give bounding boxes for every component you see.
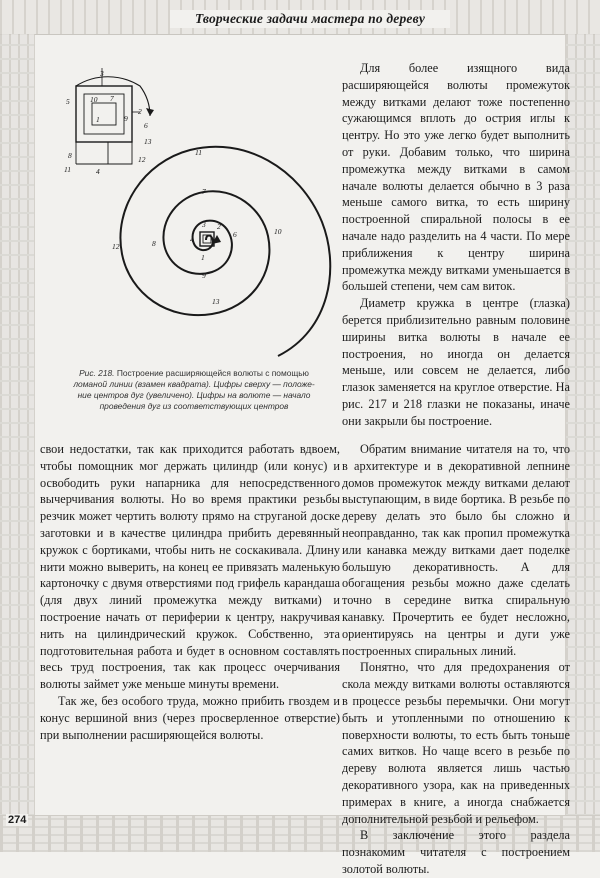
spiral-label: 8 (152, 239, 156, 248)
inset-label: 13 (144, 137, 152, 146)
spiral-label: 10 (274, 227, 282, 236)
spiral-label: 1 (201, 253, 205, 262)
left-column (40, 441, 340, 743)
right-column-bottom (342, 441, 570, 878)
spiral-label: 7 (202, 187, 206, 196)
paragraph: Так же, без особого труда, можно прибить гвоздем и конус вершиной вниз (через просверленное отверстие) при выполнении расширяющейся волюты. (40, 693, 340, 742)
volute-spiral (120, 147, 330, 356)
volute-diagram (40, 46, 338, 366)
figure-caption-line: ломаной линии (взамен квадрата). Цифры сверху — положе- (73, 379, 315, 389)
spiral-label: 11 (195, 148, 202, 157)
inset-label: 12 (138, 155, 146, 164)
paragraph: свои недостатки, так как приходится работать вдвоем, чтобы помощник мог держать цилиндр (или конус) и освободить руки напарника для непосредственного вычерчивания волюты. Но во время практики резьбы резчик может чертить волюту прямо на струганой доске заготовки и в качестве цилиндра прибить деревянный кружок с бортиками, чтобы нить не соскакивала. Длину нити можно выверить, на конец ее привязать маленькую картоночку с двумя отверстиями под грифель карандаша (для двух линий промежутка между витками) и построение начать от периферии к центру, накручивая нить на цилиндрический кружок. Собственно, эта подготовительная работа и будет в основном составлять весь труд построения, так как процесс очерчивания волюты займет уже меньше минуты времени. (40, 442, 340, 692)
right-column-top (342, 60, 570, 430)
inset-label: 2 (138, 107, 142, 116)
inset-label: 7 (110, 94, 114, 103)
spiral-label: 3 (202, 220, 206, 229)
inset-label: 6 (144, 121, 148, 130)
inset-label: 4 (96, 167, 100, 176)
spiral-label: 12 (112, 242, 120, 251)
figure-caption-number: Рис. 218. (79, 368, 115, 378)
running-header-title: Творческие задачи мастера по дереву (170, 10, 450, 28)
inset-label: 9 (124, 114, 128, 123)
inset-label: 3 (100, 69, 104, 78)
page-number: 274 (8, 814, 27, 826)
paragraph: Обратим внимание читателя на то, что в архитектуре и в декоративной лепнине домов промежуток между витками делают выступающим, в виде бортика. В резьбе по дереву делать это было бы сложно и неоправданно, так как пропил промежутка или канавка между витками дает поделке большую декоративность. А для обогащения резьбы можно даже сделать точно в середине витка спиральную канавку. Прочертить ее будет несложно, ориентируясь на центры и дуги уже построенных спиральных линий. (342, 442, 570, 658)
spiral-label: 2 (217, 222, 221, 231)
spiral-label: 13 (212, 297, 220, 306)
figure-218 (40, 46, 338, 366)
inset-label: 11 (64, 165, 71, 174)
spiral-label: 4 (190, 235, 194, 244)
paragraph: В заключение этого раздела познакомим читателя с построением золотой волюты. (342, 828, 570, 876)
decorative-right-border (565, 34, 600, 816)
paragraph: Для более изящного вида расширяющейся волюты промежуток между витками делают тоже постепенно сужающимся вплоть до острия иглы к центру. Но это уже легко будет выполнить от руки. Добавим только, что ширина промежутка между витками в самом начале волюты делается обычно в 3 раза меньше самого витка, то есть ширину построенной спиральной полосы в ее начале надо разделить на 4 части. По мере приближения к центру ширина промежутка между витками уменьшается в большей степени, чем сам виток. (342, 61, 570, 294)
figure-caption (50, 368, 338, 412)
decorative-left-border (0, 34, 35, 816)
inset-label: 8 (68, 151, 72, 160)
spiral-label: 9 (202, 271, 206, 280)
inset-label: 10 (90, 95, 98, 104)
figure-caption-line: проведения дуг из соответствующих центров (99, 401, 289, 411)
spiral-label: 6 (233, 230, 237, 239)
figure-caption-line: Построение расширяющейся волюты с помощью (116, 368, 309, 378)
paragraph: Понятно, что для предохранения от скола между витками волюты оставляются в процессе резьбы перемычки. Они могут быть и утопленными по отношению к поверхности волюты, то есть быть тоньше самих витков. Но чаще всего в резьбе по дереву волюта является лишь частью декоративного узора, как на приведенных примерах в книге, а иногда снабжается дополнительной резьбой и рельефом. (342, 660, 570, 826)
paragraph: Диаметр кружка в центре (глазка) берется приблизительно равным половине ширины витка волюты в начале ее построения, но иногда он делается меньше, или совсем не делается, либо глазок заменяется на круглое отверстие. На рис. 217 и 218 глазки не показаны, иначе они закрыли бы построение. (342, 296, 570, 428)
figure-caption-line: ние центров дуг (увеличено). Цифры на волюте — начало (77, 390, 311, 400)
inset-label: 1 (96, 115, 100, 124)
inset-label: 5 (66, 97, 70, 106)
